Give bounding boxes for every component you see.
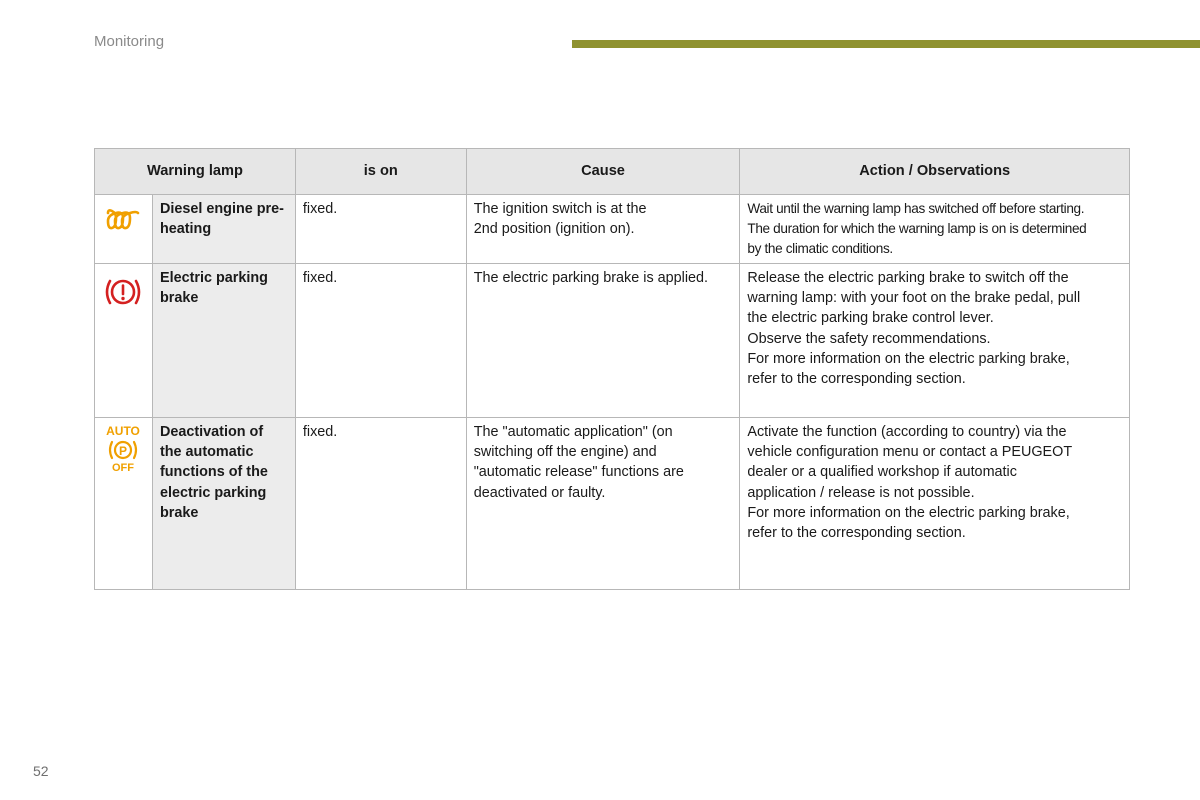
table-row <box>95 195 1130 264</box>
section-title: Monitoring <box>94 33 165 50</box>
lamp-action: Wait until the warning lamp has switched off before starting. The duration for which the warning lamp is on is determined by the climatic conditions. <box>740 195 1130 264</box>
warning-lamps-table <box>94 148 1130 590</box>
lamp-action: Activate the function (according to country) via the vehicle configuration menu or contact a PEUGEOT dealer or a qualified workshop if automatic application / release is not possible. For more information on the electric parking brake, refer to the corresponding section. <box>740 418 1130 590</box>
header-accent-bar <box>572 40 1200 48</box>
svg-text:OFF: OFF <box>112 462 135 474</box>
column-header-warning-lamp: Warning lamp <box>95 149 296 195</box>
glow-plug-icon <box>105 207 141 233</box>
column-header-is-on: is on <box>295 149 466 195</box>
lamp-icon-cell <box>95 418 153 590</box>
page-number: 52 <box>33 763 49 779</box>
lamp-name: Diesel engine pre-heating <box>152 195 295 264</box>
lamp-is-on: fixed. <box>295 418 466 590</box>
lamp-cause: The ignition switch is at the 2nd position (ignition on). <box>466 195 740 264</box>
lamp-cause: The electric parking brake is applied. <box>466 264 740 418</box>
svg-text:AUTO: AUTO <box>106 424 141 438</box>
column-header-action: Action / Observations <box>740 149 1130 195</box>
column-header-cause: Cause <box>466 149 740 195</box>
lamp-action: Release the electric parking brake to switch off the warning lamp: with your foot on the brake pedal, pull the electric parking brake control lever. Observe the safety recommendations. For more information on the electric parking brake, refer to the corresponding section. <box>740 264 1130 418</box>
auto-parking-off-icon <box>102 424 144 474</box>
lamp-is-on: fixed. <box>295 264 466 418</box>
lamp-icon-cell <box>95 264 153 418</box>
lamp-name: Electric parking brake <box>152 264 295 418</box>
lamp-icon-cell <box>95 195 153 264</box>
svg-text:P: P <box>119 444 128 458</box>
parking-brake-icon <box>103 276 143 308</box>
table-row <box>95 264 1130 418</box>
lamp-name: Deactivation of the automatic functions of the electric parking brake <box>152 418 295 590</box>
table-row <box>95 418 1130 590</box>
lamp-is-on: fixed. <box>295 195 466 264</box>
table-header-row <box>95 149 1130 195</box>
lamp-cause: The "automatic application" (on switching off the engine) and "automatic release" functions are deactivated or faulty. <box>466 418 740 590</box>
